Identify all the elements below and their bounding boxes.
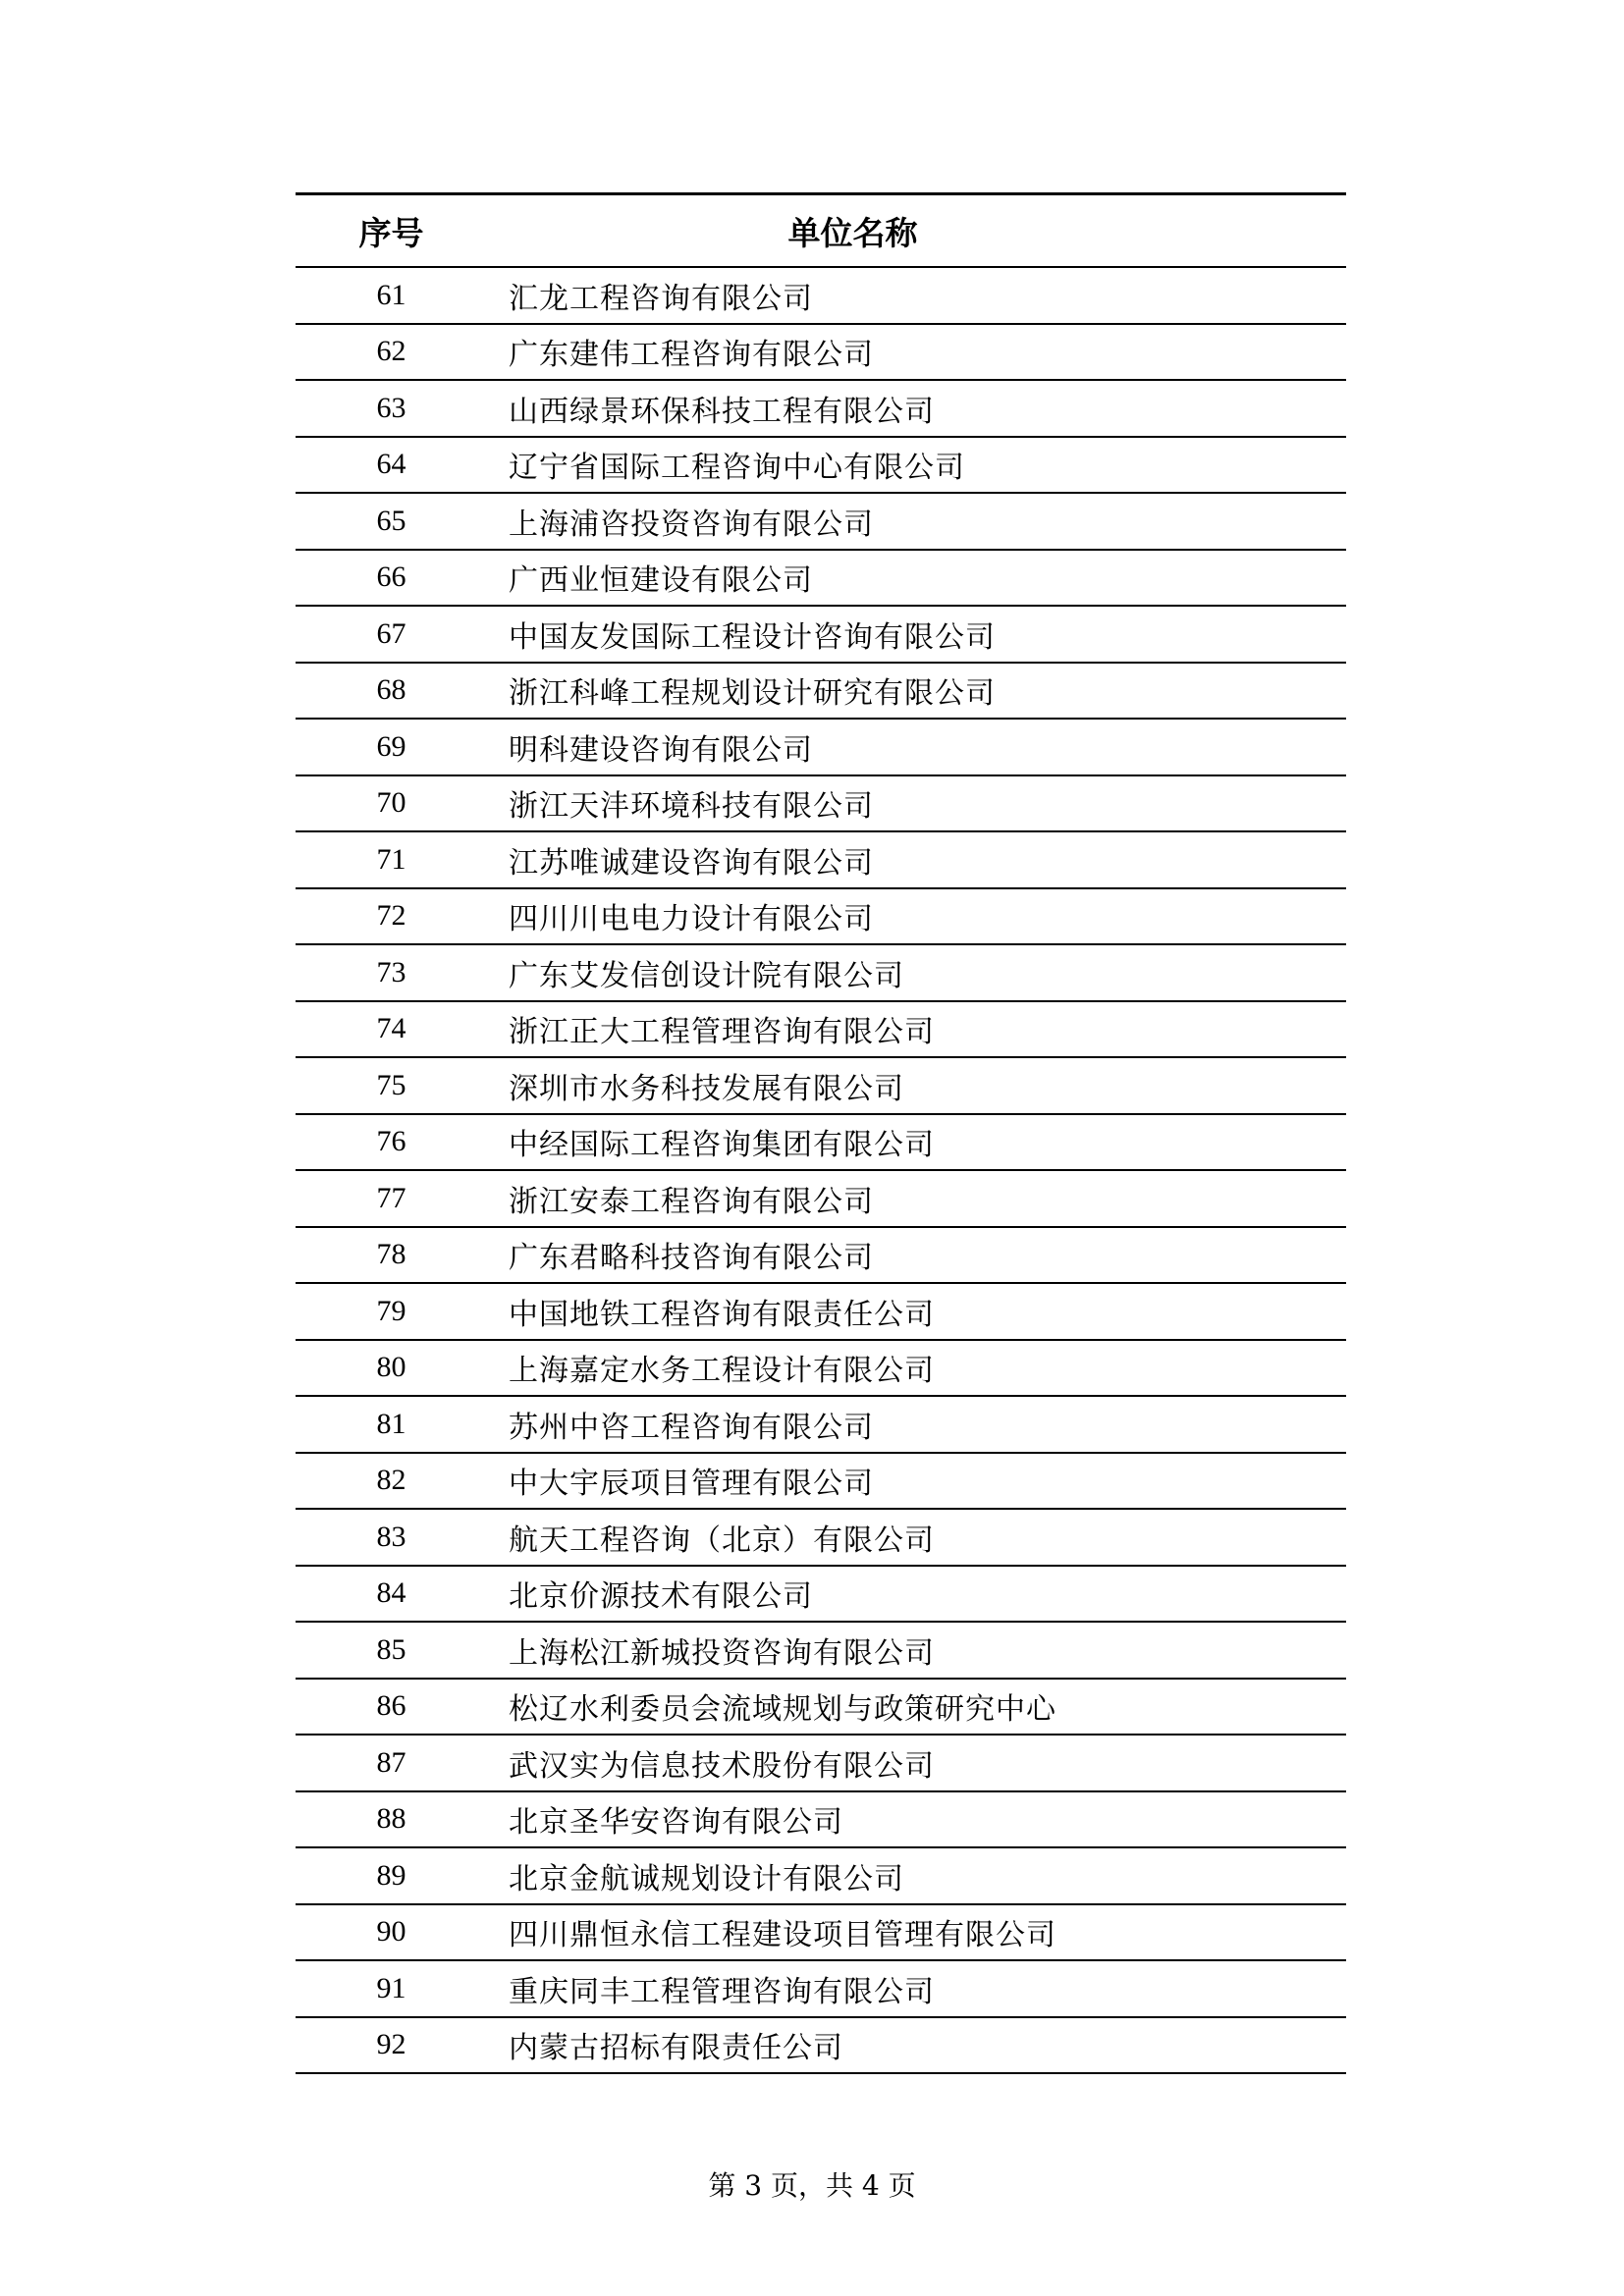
table-row [296, 606, 1346, 663]
row-unit-name: 北京价源技术有限公司 [497, 1566, 1346, 1623]
row-unit-name: 四川川电电力设计有限公司 [497, 888, 1346, 945]
header-serial-number: 序号 [296, 194, 497, 268]
row-unit-name: 航天工程咨询（北京）有限公司 [497, 1509, 1346, 1566]
table-row [296, 719, 1346, 775]
row-number: 92 [296, 2017, 497, 2074]
table-row [296, 1396, 1346, 1453]
table-row [296, 775, 1346, 832]
table-row [296, 1057, 1346, 1114]
row-number: 83 [296, 1509, 497, 1566]
table-row [296, 1114, 1346, 1171]
row-unit-name: 山西绿景环保科技工程有限公司 [497, 380, 1346, 437]
table-row [296, 1283, 1346, 1340]
row-unit-name: 上海浦咨投资咨询有限公司 [497, 493, 1346, 550]
row-number: 72 [296, 888, 497, 945]
row-number: 75 [296, 1057, 497, 1114]
row-number: 89 [296, 1847, 497, 1904]
table-row [296, 888, 1346, 945]
row-number: 76 [296, 1114, 497, 1171]
row-number: 86 [296, 1679, 497, 1735]
row-unit-name: 中经国际工程咨询集团有限公司 [497, 1114, 1346, 1171]
row-number: 65 [296, 493, 497, 550]
header-unit-name: 单位名称 [497, 194, 1346, 268]
row-unit-name: 浙江安泰工程咨询有限公司 [497, 1170, 1346, 1227]
row-unit-name: 广东艾发信创设计院有限公司 [497, 944, 1346, 1001]
row-number: 79 [296, 1283, 497, 1340]
unit-list-table-wrapper [296, 192, 1346, 2074]
row-unit-name: 苏州中咨工程咨询有限公司 [497, 1396, 1346, 1453]
row-unit-name: 中国地铁工程咨询有限责任公司 [497, 1283, 1346, 1340]
row-number: 90 [296, 1904, 497, 1961]
row-number: 73 [296, 944, 497, 1001]
row-number: 69 [296, 719, 497, 775]
row-unit-name: 浙江正大工程管理咨询有限公司 [497, 1001, 1346, 1058]
table-row [296, 437, 1346, 494]
table-row [296, 1453, 1346, 1510]
row-number: 80 [296, 1340, 497, 1397]
row-number: 63 [296, 380, 497, 437]
table-row [296, 1622, 1346, 1679]
table-row [296, 2017, 1346, 2074]
table-row [296, 1791, 1346, 1848]
row-unit-name: 北京圣华安咨询有限公司 [497, 1791, 1346, 1848]
table-row [296, 1566, 1346, 1623]
table-row [296, 1847, 1346, 1904]
row-unit-name: 重庆同丰工程管理咨询有限公司 [497, 1960, 1346, 2017]
row-number: 81 [296, 1396, 497, 1453]
row-number: 67 [296, 606, 497, 663]
table-row [296, 550, 1346, 607]
table-row [296, 1340, 1346, 1397]
table-row [296, 663, 1346, 720]
row-unit-name: 武汉实为信息技术股份有限公司 [497, 1735, 1346, 1791]
row-number: 82 [296, 1453, 497, 1510]
row-unit-name: 辽宁省国际工程咨询中心有限公司 [497, 437, 1346, 494]
row-unit-name: 汇龙工程咨询有限公司 [497, 267, 1346, 324]
row-number: 74 [296, 1001, 497, 1058]
row-unit-name: 上海嘉定水务工程设计有限公司 [497, 1340, 1346, 1397]
table-row [296, 1170, 1346, 1227]
row-unit-name: 明科建设咨询有限公司 [497, 719, 1346, 775]
row-number: 85 [296, 1622, 497, 1679]
table-row [296, 380, 1346, 437]
row-unit-name: 中国友发国际工程设计咨询有限公司 [497, 606, 1346, 663]
row-unit-name: 广东建伟工程咨询有限公司 [497, 324, 1346, 381]
table-row [296, 324, 1346, 381]
table-row [296, 493, 1346, 550]
row-number: 88 [296, 1791, 497, 1848]
table-row [296, 1227, 1346, 1284]
row-number: 84 [296, 1566, 497, 1623]
row-number: 66 [296, 550, 497, 607]
table-row [296, 1960, 1346, 2017]
table-row [296, 831, 1346, 888]
row-number: 87 [296, 1735, 497, 1791]
row-unit-name: 广东君略科技咨询有限公司 [497, 1227, 1346, 1284]
row-number: 77 [296, 1170, 497, 1227]
table-row [296, 1509, 1346, 1566]
unit-list-table [296, 192, 1346, 2074]
row-number: 70 [296, 775, 497, 832]
row-unit-name: 广西业恒建设有限公司 [497, 550, 1346, 607]
table-row [296, 1679, 1346, 1735]
row-number: 62 [296, 324, 497, 381]
row-unit-name: 上海松江新城投资咨询有限公司 [497, 1622, 1346, 1679]
row-unit-name: 北京金航诚规划设计有限公司 [497, 1847, 1346, 1904]
row-unit-name: 内蒙古招标有限责任公司 [497, 2017, 1346, 2074]
row-unit-name: 四川鼎恒永信工程建设项目管理有限公司 [497, 1904, 1346, 1961]
row-unit-name: 江苏唯诚建设咨询有限公司 [497, 831, 1346, 888]
table-row [296, 1904, 1346, 1961]
table-row [296, 1001, 1346, 1058]
row-number: 61 [296, 267, 497, 324]
row-unit-name: 浙江天沣环境科技有限公司 [497, 775, 1346, 832]
row-number: 71 [296, 831, 497, 888]
row-unit-name: 深圳市水务科技发展有限公司 [497, 1057, 1346, 1114]
row-unit-name: 中大宇辰项目管理有限公司 [497, 1453, 1346, 1510]
table-header-row [296, 194, 1346, 268]
row-number: 78 [296, 1227, 497, 1284]
table-row [296, 267, 1346, 324]
table-row [296, 944, 1346, 1001]
table-body [296, 267, 1346, 2073]
table-row [296, 1735, 1346, 1791]
row-number: 91 [296, 1960, 497, 2017]
row-unit-name: 松辽水利委员会流域规划与政策研究中心 [497, 1679, 1346, 1735]
page-number-footer: 第 3 页，共 4 页 [708, 2169, 916, 2202]
row-number: 68 [296, 663, 497, 720]
row-unit-name: 浙江科峰工程规划设计研究有限公司 [497, 663, 1346, 720]
row-number: 64 [296, 437, 497, 494]
